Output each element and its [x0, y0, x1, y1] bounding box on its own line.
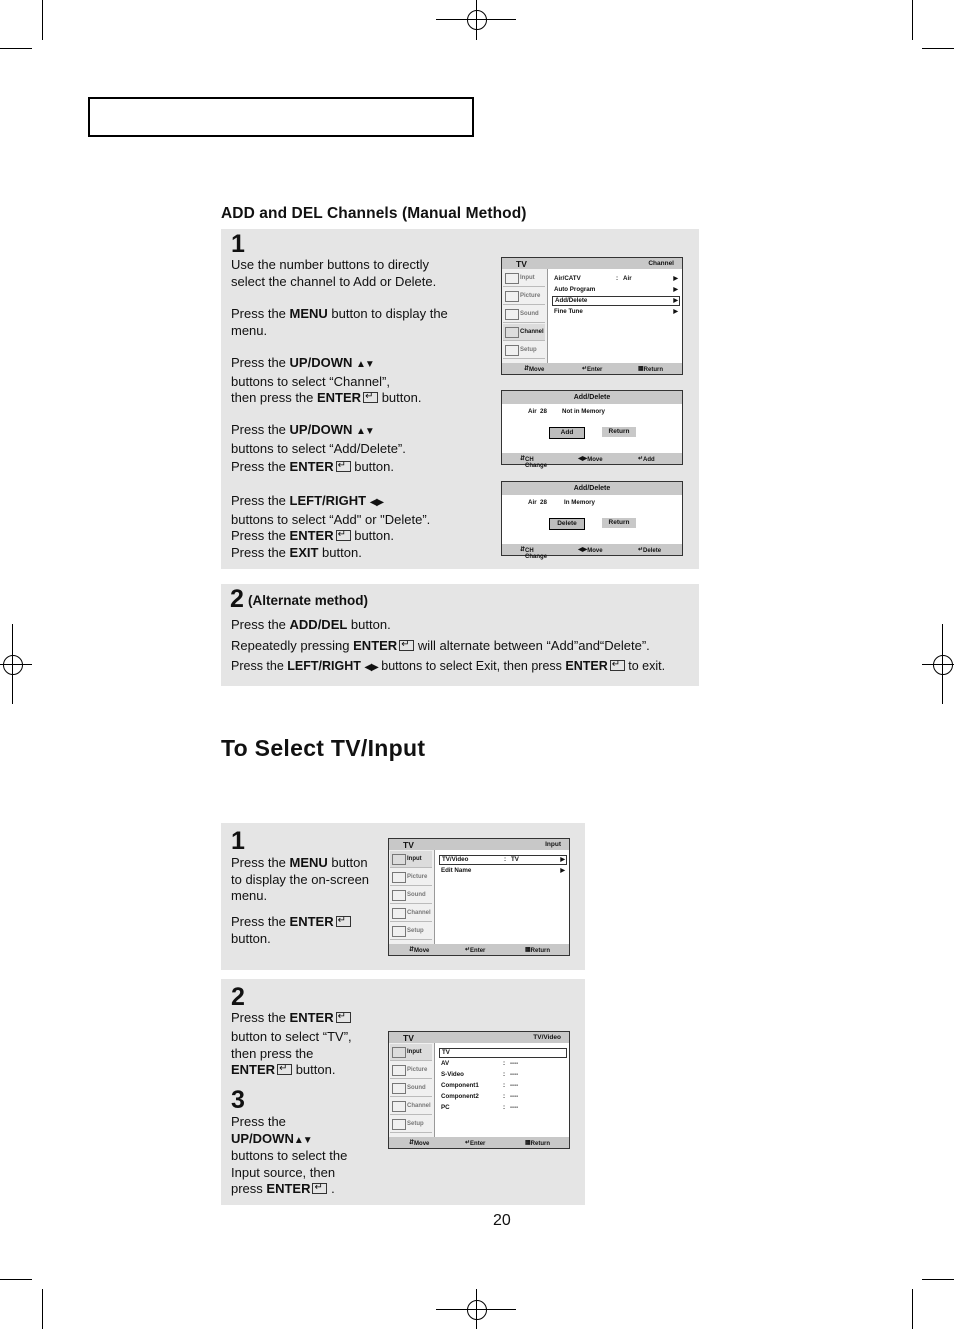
text: button.	[318, 544, 362, 560]
crop-mark	[942, 624, 943, 704]
crop-mark	[922, 664, 954, 665]
text: will alternate between “Add”and“Delete”.	[417, 638, 650, 653]
sep: :	[503, 1060, 506, 1067]
up-down-arrow-icon	[294, 1131, 312, 1146]
move-hint: ⇵ Move	[409, 1140, 430, 1147]
input-step3-text-2	[231, 1131, 371, 1150]
step-number: 3	[231, 1086, 245, 1114]
osd-side-setup	[390, 1116, 432, 1133]
step1-text-5	[231, 459, 471, 476]
value: ----	[510, 1071, 519, 1078]
ch-change-hint: ⇵ CH Change	[520, 456, 548, 469]
move-hint: ⇵ Move	[409, 947, 430, 954]
text: Repeatedly pressing	[231, 638, 354, 653]
label: Move	[529, 367, 545, 373]
page-number: 20	[493, 1212, 511, 1229]
enter-icon	[312, 1183, 327, 1194]
text: buttons to select Exit, then press	[377, 659, 566, 673]
left-right-arrow-icon	[364, 659, 377, 673]
move-hint: ⇵ Move	[524, 366, 545, 373]
bold-text: ENTER	[266, 1181, 311, 1196]
return-button: Return	[602, 427, 636, 437]
registration-mark	[933, 655, 953, 675]
label: Input	[407, 1049, 422, 1055]
crop-mark	[922, 48, 954, 49]
move-hint: ◀▶ Move	[578, 456, 603, 463]
input-step3-text-4	[231, 1181, 371, 1198]
bold-text: MENU	[289, 306, 328, 321]
label: Delete	[643, 548, 662, 554]
label: Picture	[520, 293, 541, 299]
label: Air/CATV	[554, 275, 581, 282]
label: AV	[441, 1060, 450, 1067]
registration-mark	[467, 1300, 487, 1320]
label: Sound	[407, 892, 426, 898]
label: Add	[643, 457, 655, 463]
osd-side-input	[390, 851, 432, 868]
osd-menu-title: TV/Video	[533, 1034, 561, 1041]
label: Input	[520, 275, 535, 281]
text: buttons to select “Channel”,	[231, 373, 390, 389]
label: Enter	[470, 948, 486, 954]
input-step2-text-3	[231, 1062, 371, 1079]
osd-menu-title: Channel	[648, 260, 674, 267]
crop-mark	[912, 1289, 913, 1329]
label: Channel	[407, 1103, 431, 1109]
osd-top-bar	[389, 839, 569, 850]
section-heading: ADD and DEL Channels (Manual Method)	[221, 205, 527, 222]
sep: :	[503, 1071, 506, 1078]
delete-hint: ↵ Delete	[638, 547, 662, 554]
osd-input-menu	[388, 838, 570, 956]
bold-text: ENTER	[317, 390, 362, 406]
picture-icon	[392, 872, 406, 883]
input-icon	[392, 1047, 406, 1058]
return-button: Return	[602, 518, 636, 528]
label: Return	[530, 948, 551, 954]
crop-mark	[0, 664, 32, 665]
delete-button: Delete	[549, 518, 585, 530]
step2-panel	[221, 584, 699, 686]
sep: :	[616, 275, 619, 282]
text: to exit.	[628, 659, 666, 673]
input-step2-text	[231, 1010, 371, 1027]
step1-text-6	[231, 493, 471, 561]
input-step3-text-3: buttons to select the Input source, then	[231, 1148, 348, 1180]
text: Press the	[231, 544, 290, 560]
dialog-title: Add/Delete	[502, 482, 682, 495]
enter-hint: ↵ Enter	[465, 1140, 486, 1147]
dialog-title: Add/Delete	[502, 391, 682, 404]
channel-label: Air 28	[528, 408, 547, 415]
sep: :	[503, 1082, 506, 1089]
label: Move	[587, 548, 603, 554]
osd-side-channel	[390, 1098, 432, 1115]
crop-mark	[12, 624, 13, 704]
osd-add-dialog	[501, 390, 683, 469]
label: Fine Tune	[554, 308, 583, 315]
label: Sound	[407, 1085, 426, 1091]
label: Channel	[407, 910, 431, 916]
input-icon	[392, 854, 406, 865]
osd-tv-label: TV	[403, 840, 414, 850]
bold-text: ENTER	[289, 459, 334, 474]
bold-text: UP/DOWN	[231, 1131, 294, 1146]
osd-row	[441, 1093, 565, 1100]
crop-mark	[912, 0, 913, 40]
enter-icon	[336, 1012, 351, 1023]
input-step2-panel	[221, 979, 585, 1205]
osd-tv-label: TV	[403, 1033, 414, 1043]
crop-mark	[476, 0, 477, 40]
bold-text: UP/DOWN	[289, 355, 353, 370]
bold-text: LEFT/RIGHT	[289, 493, 367, 508]
label: Sound	[520, 311, 539, 317]
step-number: 1	[231, 230, 245, 258]
osd-tvvideo-menu	[388, 1031, 570, 1149]
osd-bottom-bar	[389, 944, 569, 955]
label: Enter	[587, 367, 603, 373]
memory-status: Not in Memory	[562, 408, 605, 415]
osd-row	[554, 286, 678, 293]
sound-icon	[505, 309, 519, 320]
return-hint: ▦ Return	[638, 366, 664, 373]
return-hint: ▦ Return	[525, 947, 551, 954]
value: ----	[510, 1060, 519, 1067]
osd-side-sound	[390, 887, 432, 904]
add-button: Add	[549, 427, 585, 439]
label: Component1	[441, 1082, 479, 1089]
osd-side-channel	[503, 324, 545, 341]
right-arrow-icon: ▶	[560, 868, 565, 874]
osd-delete-dialog	[501, 481, 683, 560]
text: Press the	[231, 459, 290, 474]
label: Setup	[520, 347, 537, 353]
osd-tv-label: TV	[516, 259, 527, 269]
text: button to display the menu.	[231, 306, 448, 338]
osd-row-selected	[439, 855, 567, 865]
registration-mark	[467, 10, 487, 30]
label: PC	[441, 1104, 450, 1111]
enter-icon	[336, 530, 351, 541]
label: CH Change	[525, 548, 548, 560]
right-arrow-icon: ▶	[673, 298, 678, 304]
bold-text: ENTER	[353, 638, 398, 653]
bold-text: ADD/DEL	[289, 617, 348, 632]
label: CH Change	[525, 457, 548, 469]
input-step3-text-1: Press the	[231, 1114, 286, 1129]
osd-side-channel	[390, 905, 432, 922]
chapter-header-box	[88, 97, 474, 137]
move-hint: ◀▶ Move	[578, 547, 603, 554]
label: Return	[530, 1141, 551, 1147]
step1-text-3	[231, 355, 471, 407]
label: Setup	[407, 1121, 424, 1127]
text: Press the	[231, 617, 290, 632]
text: button.	[381, 390, 422, 406]
step1-panel	[221, 229, 699, 569]
text: button.	[354, 528, 394, 544]
label: Return	[643, 367, 664, 373]
osd-row	[554, 275, 678, 282]
sound-icon	[392, 1083, 406, 1094]
text: button.	[295, 1062, 336, 1077]
add-hint: ↵ Add	[638, 456, 655, 463]
text: Press the	[231, 1010, 290, 1025]
step2-line-2	[231, 638, 701, 655]
step-number: 2	[230, 585, 244, 613]
up-down-arrow-icon	[356, 422, 374, 437]
right-arrow-icon: ▶	[673, 287, 678, 293]
step1-text-2	[231, 306, 456, 339]
label: Picture	[407, 1067, 428, 1073]
bold-text: ENTER	[289, 914, 334, 929]
enter-icon	[363, 392, 378, 403]
input-step1-text-2	[231, 914, 381, 947]
osd-side-picture	[390, 1062, 432, 1079]
osd-row	[554, 308, 678, 315]
osd-side-input	[390, 1044, 432, 1061]
enter-icon	[336, 461, 351, 472]
bold-text: EXIT	[289, 544, 319, 560]
crop-mark	[42, 0, 43, 40]
text: buttons to select “Add" or "Delete”.	[231, 511, 431, 527]
step-number: 1	[231, 827, 245, 855]
picture-icon	[505, 291, 519, 302]
bold-text: LEFT/RIGHT	[287, 659, 361, 673]
label: Move	[414, 1141, 430, 1147]
osd-row	[441, 867, 565, 874]
label: Move	[414, 948, 430, 954]
return-hint: ▦ Return	[525, 1140, 551, 1147]
left-right-arrow-icon	[370, 493, 383, 508]
right-arrow-icon: ▶	[560, 857, 565, 863]
sep: :	[504, 856, 507, 863]
step1-text-4	[231, 422, 471, 457]
text: button to display the on-screen menu.	[231, 855, 370, 904]
text: buttons to select “Add/Delete”.	[231, 440, 406, 456]
text: then press the	[231, 390, 317, 406]
label: TV	[442, 1049, 450, 1056]
channel-icon	[392, 1101, 406, 1112]
osd-sidebar	[502, 269, 548, 363]
text: button.	[354, 459, 394, 474]
bold-text: ENTER	[289, 1010, 334, 1025]
bold-text: ENTER	[289, 528, 334, 544]
crop-mark	[0, 48, 32, 49]
input-step2-text-2: button to select “TV”, then press the	[231, 1029, 352, 1061]
enter-hint: ↵ Enter	[582, 366, 603, 373]
text: Press the	[231, 914, 290, 929]
label: Enter	[470, 1141, 486, 1147]
enter-icon	[399, 640, 414, 651]
step2-line-3	[231, 658, 701, 677]
label: TV/Video	[442, 856, 469, 863]
osd-side-setup	[390, 923, 432, 940]
sep: :	[503, 1104, 506, 1111]
channel-label: Air 28	[528, 499, 547, 506]
up-down-arrow-icon	[356, 355, 374, 370]
crop-mark	[922, 1279, 954, 1280]
value: ----	[510, 1093, 519, 1100]
text: Press the	[231, 306, 290, 321]
input-icon	[505, 273, 519, 284]
osd-sidebar	[389, 850, 435, 944]
osd-bottom-bar	[502, 453, 682, 469]
enter-icon	[610, 660, 625, 671]
registration-mark	[3, 655, 23, 675]
osd-row-selected	[439, 1048, 567, 1058]
osd-menu-title: Input	[545, 841, 561, 848]
label: Picture	[407, 874, 428, 880]
osd-top-bar	[389, 1032, 569, 1043]
text: .	[331, 1181, 335, 1196]
label: Channel	[520, 329, 544, 335]
enter-hint: ↵ Enter	[465, 947, 486, 954]
label: Auto Program	[554, 286, 596, 293]
value: Air	[623, 275, 632, 282]
bold-text: ENTER	[231, 1062, 276, 1077]
input-step1-text-1	[231, 855, 381, 905]
value: TV	[511, 856, 519, 863]
label: Input	[407, 856, 422, 862]
input-step1-panel	[221, 823, 585, 970]
crop-mark	[476, 1289, 477, 1329]
value: ----	[510, 1104, 519, 1111]
osd-side-sound	[390, 1080, 432, 1097]
bold-text: MENU	[289, 855, 328, 870]
osd-side-input	[503, 270, 545, 287]
step1-text-1: Use the number buttons to directly select the channel to Add or Delete.	[231, 257, 437, 289]
text: Press the	[231, 422, 290, 437]
label: Add/Delete	[555, 297, 588, 304]
osd-bottom-bar	[502, 363, 682, 374]
crop-mark	[0, 1279, 32, 1280]
value: ----	[510, 1082, 519, 1089]
ch-change-hint: ⇵ CH Change	[520, 547, 548, 560]
setup-icon	[392, 1119, 406, 1130]
osd-side-sound	[503, 306, 545, 323]
text: press	[231, 1181, 267, 1196]
setup-icon	[505, 345, 519, 356]
osd-row	[441, 1104, 565, 1111]
label: Setup	[407, 928, 424, 934]
label: S-Video	[441, 1071, 464, 1078]
step-number: 2	[231, 983, 245, 1011]
text: Press the	[231, 355, 290, 370]
channel-icon	[505, 327, 519, 338]
text: Press the	[231, 528, 290, 544]
osd-bottom-bar	[502, 544, 682, 560]
text: Press the	[231, 855, 290, 870]
osd-bottom-bar	[389, 1137, 569, 1148]
right-arrow-icon: ▶	[673, 309, 678, 315]
osd-channel-menu	[501, 257, 683, 375]
text: Press the	[231, 659, 288, 673]
osd-sidebar	[389, 1043, 435, 1137]
bold-text: UP/DOWN	[289, 422, 353, 437]
label: Component2	[441, 1093, 479, 1100]
text: Press the	[231, 493, 290, 508]
text: button.	[231, 930, 271, 946]
osd-side-setup	[503, 342, 545, 359]
step2-line-1	[231, 617, 691, 634]
step2-heading: (Alternate method)	[248, 593, 369, 608]
channel-icon	[392, 908, 406, 919]
enter-icon	[336, 916, 351, 927]
sep: :	[503, 1093, 506, 1100]
enter-icon	[277, 1064, 292, 1075]
osd-row	[441, 1060, 565, 1067]
right-arrow-icon: ▶	[673, 276, 678, 282]
bold-text: ENTER	[565, 659, 608, 673]
osd-side-picture	[503, 288, 545, 305]
label: Move	[587, 457, 603, 463]
label: Edit Name	[441, 867, 472, 874]
picture-icon	[392, 1065, 406, 1076]
osd-top-bar	[502, 258, 682, 269]
crop-mark	[42, 1289, 43, 1329]
osd-row	[441, 1082, 565, 1089]
page-title: To Select TV/Input	[221, 735, 426, 761]
text: button.	[347, 617, 391, 632]
osd-row	[441, 1071, 565, 1078]
setup-icon	[392, 926, 406, 937]
osd-side-picture	[390, 869, 432, 886]
memory-status: In Memory	[564, 499, 595, 506]
osd-row-selected	[552, 296, 680, 306]
sound-icon	[392, 890, 406, 901]
